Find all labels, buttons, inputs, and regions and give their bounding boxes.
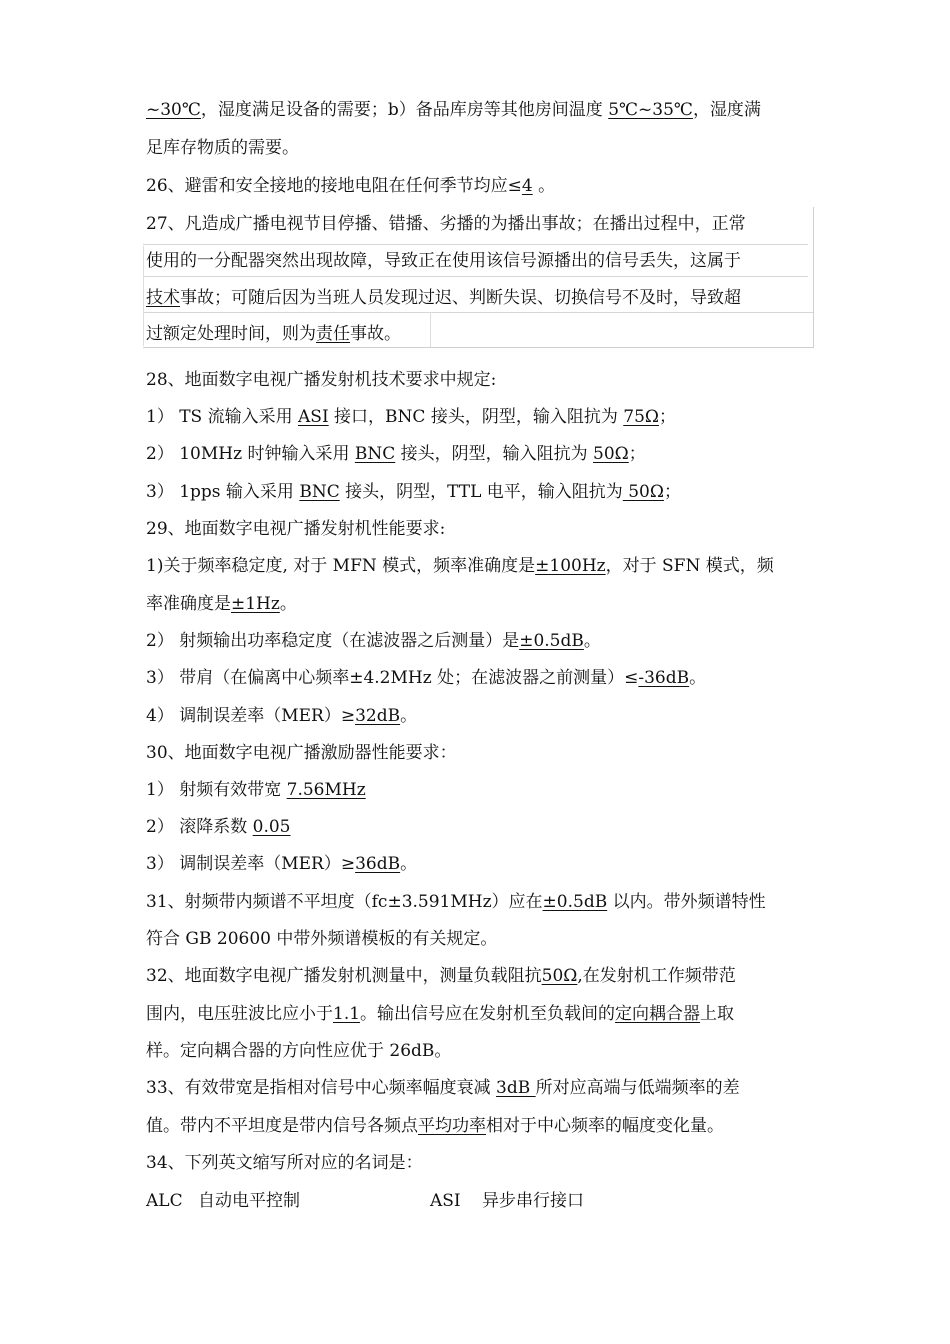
question-34-heading: 34、下列英文缩写所对应的名词是： (146, 1153, 423, 1173)
answer-underline: ±1Hz (231, 594, 280, 614)
answer-underline: 50Ω (541, 966, 578, 986)
text: ，对于 SFN 模式，频 (605, 556, 774, 576)
paragraph-line: 足库存物质的需要。 (146, 138, 299, 158)
question-32-line (146, 1002, 820, 1026)
text: 。输出信号应在发射机至负载间的 (360, 1004, 616, 1024)
question-30-item (146, 852, 820, 876)
answer-underline: BNC (354, 444, 396, 464)
text: 2） 滚降系数 (146, 817, 253, 837)
question-28-item (146, 480, 820, 504)
text: ； (658, 407, 676, 427)
question-31-line (146, 890, 820, 914)
text: ，湿度满足设备的需要；b）备品库房等其他房间温度 (200, 100, 609, 120)
text: 过额定处理时间，则为 (146, 324, 316, 344)
text: 2） 10MHz 时钟输入采用 (146, 444, 355, 464)
question-26 (146, 174, 820, 198)
answer-underline: 1.1 (333, 1004, 361, 1024)
question-29-item (146, 554, 820, 578)
text: 26、避雷和安全接地的接地电阻在任何季节均应≤ (146, 176, 522, 196)
paragraph-line (146, 98, 820, 122)
answer-underline: ±0.5dB (542, 892, 608, 912)
text: 。 (532, 176, 556, 196)
answer-underline: 平均功率 (418, 1116, 486, 1136)
text: 32、地面数字电视广播发射机测量中，测量负载阻抗 (146, 966, 542, 986)
question-29-item (146, 592, 820, 616)
abbreviation: ALC (146, 1191, 183, 1211)
question-33-line (146, 1114, 820, 1138)
question-28-item (146, 442, 820, 466)
answer-underline: 4 (521, 176, 533, 196)
answer-underline: ~30℃ (146, 100, 201, 120)
answer-underline: ±0.5dB (519, 631, 584, 651)
text: 接头，阴型，TTL 电平，输入阻抗为 (339, 482, 623, 502)
answer-underline: 7.56MHz (286, 780, 366, 800)
question-29-item (146, 704, 820, 728)
answer-underline: 32dB (355, 706, 401, 726)
text: 1)关于频率稳定度, 对于 MFN 模式，频率准确度是 (146, 556, 536, 576)
abbreviation-row (146, 1189, 820, 1213)
question-28-item (146, 405, 820, 429)
answer-underline: 技术 (146, 288, 180, 308)
question-27-line (146, 322, 820, 346)
answer-underline: 3dB (496, 1078, 536, 1098)
text: ； (628, 444, 646, 464)
abbreviation: ASI (430, 1191, 461, 1211)
text: 围内，电压驻波比应小于 (146, 1004, 333, 1024)
table-rule (143, 244, 808, 245)
answer-underline: 责任 (316, 324, 350, 344)
text: 31、射频带内频谱不平坦度（fc±3.591MHz）应在 (146, 892, 543, 912)
answer-underline: 定向耦合器 (615, 1004, 701, 1024)
question-29-heading: 29、地面数字电视广播发射机性能要求: (146, 519, 446, 539)
abbreviation-meaning: 异步串行接口 (482, 1191, 584, 1211)
text: 率准确度是 (146, 594, 231, 614)
text: 。 (279, 594, 297, 614)
answer-underline: 50Ω (622, 482, 664, 502)
text: 相对于中心频率的幅度变化量。 (486, 1116, 724, 1136)
question-30-item (146, 778, 820, 802)
text: 2） 射频输出功率稳定度（在滤波器之后测量）是 (146, 631, 520, 651)
question-29-item (146, 666, 820, 690)
question-30-heading: 30、地面数字电视广播激励器性能要求： (146, 743, 457, 763)
table-rule (143, 246, 144, 346)
text: 所对应高端与低端频率的差 (535, 1078, 740, 1098)
answer-underline: 75Ω (623, 407, 659, 427)
answer-underline: 5℃~35℃ (608, 100, 693, 120)
text: 以内。带外频谱特性 (607, 892, 766, 912)
question-32-line: 样。定向耦合器的方向性应优于 26dB。 (146, 1041, 452, 1061)
text: 3） 1pps 输入采用 (146, 482, 300, 502)
question-28-heading: 28、地面数字电视广播发射机技术要求中规定: (146, 370, 497, 390)
text: 。 (400, 854, 418, 874)
question-30-item (146, 815, 820, 839)
text: 事故；可随后因为当班人员发现过迟、判断失误、切换信号不及时，导致超 (180, 288, 741, 308)
text: 4） 调制误差率（MER）≥ (146, 706, 356, 726)
text: 。 (400, 706, 418, 726)
question-33-line (146, 1076, 820, 1100)
table-rule (143, 312, 813, 313)
answer-underline: 36dB (355, 854, 401, 874)
answer-underline: 0.05 (252, 817, 291, 837)
text: 接头，阴型，输入阻抗为 (395, 444, 594, 464)
text: 接口，BNC 接头，阴型，输入阻抗为 (328, 407, 624, 427)
text: 。 (689, 668, 707, 688)
text: 事故。 (350, 324, 401, 344)
answer-underline: ASI (298, 407, 329, 427)
text: ,在发射机工作频带范 (577, 966, 736, 986)
question-29-item (146, 629, 820, 653)
table-rule (143, 276, 808, 277)
text: 1） TS 流输入采用 (146, 407, 299, 427)
question-27-line: 27、凡造成广播电视节目停播、错播、劣播的为播出事故；在播出过程中，正常 (146, 214, 746, 234)
text: ，湿度满 (692, 100, 761, 120)
answer-underline: 50Ω (593, 444, 629, 464)
text: 上取 (700, 1004, 735, 1024)
question-31-line: 符合 GB 20600 中带外频谱模板的有关规定。 (146, 929, 498, 949)
abbreviation-meaning: 自动电平控制 (198, 1191, 300, 1211)
text: ； (663, 482, 681, 502)
answer-underline: -36dB (638, 668, 690, 688)
answer-underline: ±100Hz (535, 556, 606, 576)
answer-underline: BNC (299, 482, 340, 502)
question-27-line: 使用的一分配器突然出现故障，导致正在使用该信号源播出的信号丢失，这属于 (146, 251, 741, 271)
question-32-line (146, 964, 820, 988)
text: 1） 射频有效带宽 (146, 780, 287, 800)
text: 3） 调制误差率（MER）≥ (146, 854, 356, 874)
text: 。 (583, 631, 601, 651)
question-27-line (146, 286, 820, 310)
text: 33、有效带宽是指相对信号中心频率幅度衰减 (146, 1078, 497, 1098)
text: 3） 带肩（在偏离中心频率±4.2MHz 处；在滤波器之前测量）≤ (146, 668, 639, 688)
text: 值。带内不平坦度是带内信号各频点 (146, 1116, 418, 1136)
